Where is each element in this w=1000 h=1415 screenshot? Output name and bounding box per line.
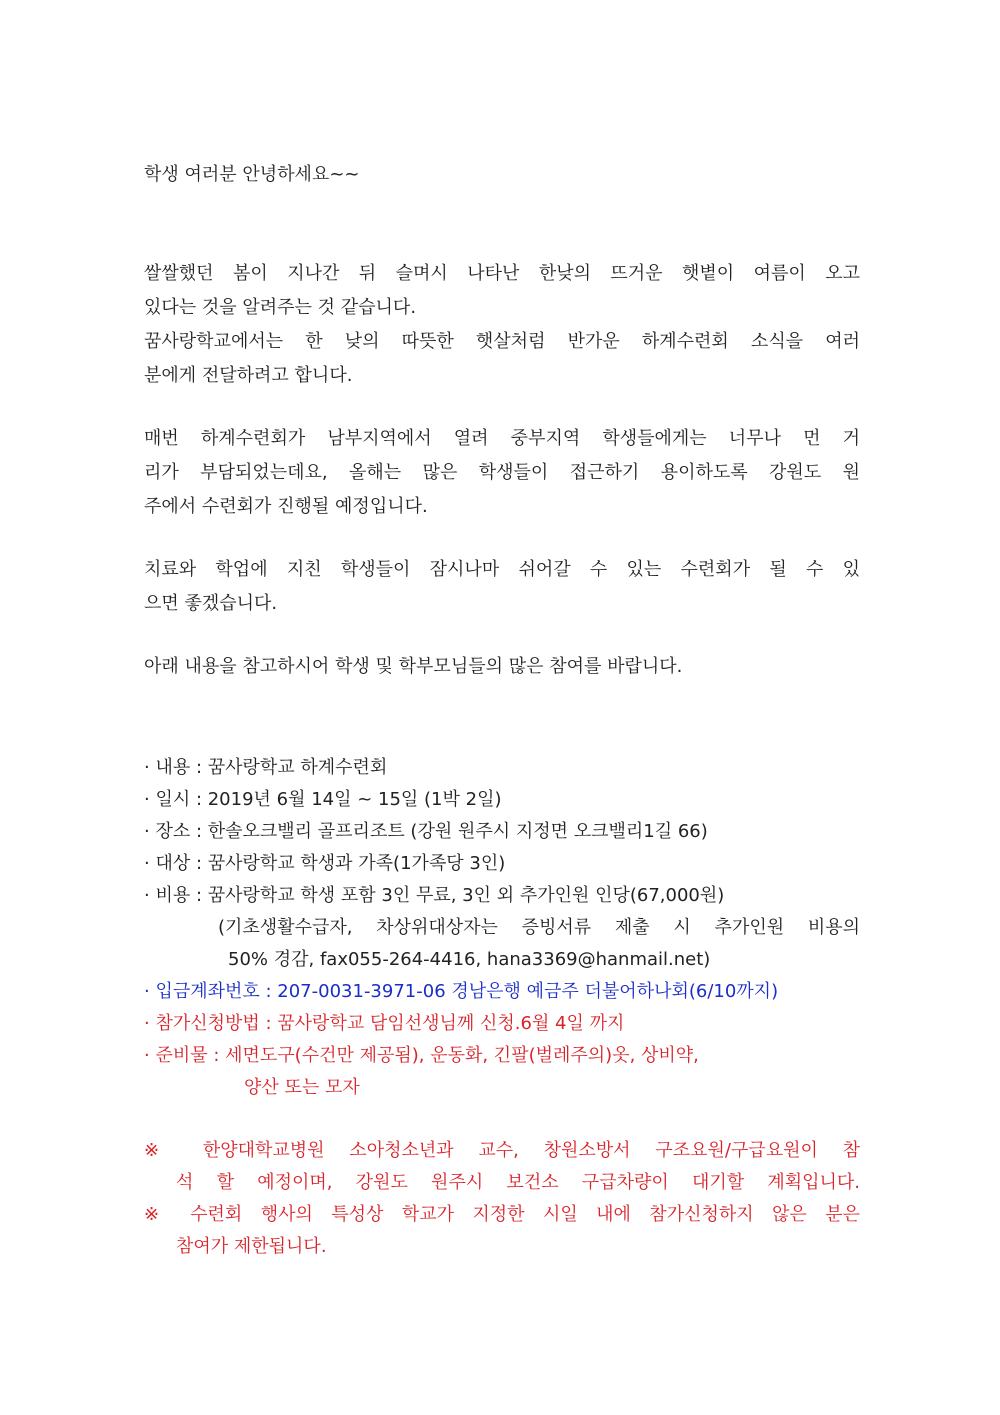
note-2-line-2: 참여가 제한됩니다. xyxy=(176,1236,327,1257)
paragraph-4-line-1: 아래 내용을 참고하시어 학생 및 학부모님들의 많은 참여를 바랍니다. xyxy=(144,656,683,677)
note-2-line-1: ※ 수련회 행사의 특성상 학교가 지정한 시일 내에 참가신청하지 않은 분은 xyxy=(144,1204,860,1225)
detail-content: · 내용 : 꿈사랑학교 하계수련회 xyxy=(144,757,388,778)
detail-apply: · 참가신청방법 : 꿈사랑학교 담임선생님께 신청.6월 4일 까지 xyxy=(144,1013,625,1034)
detail-prep-2: 양산 또는 모자 xyxy=(244,1077,360,1098)
paragraph-1-line-4: 분에게 전달하려고 합니다. xyxy=(144,365,353,386)
detail-cost-note-2: 50% 경감, fax055-264-4416, hana3369@hanmail.net) xyxy=(228,949,711,970)
detail-target: · 대상 : 꿈사랑학교 학생과 가족(1가족당 3인) xyxy=(144,853,506,874)
detail-account: · 입금계좌번호 : 207-0031-3971-06 경남은행 예금주 더불어하나회(6/10까지) xyxy=(144,981,779,1002)
paragraph-2-line-3: 주에서 수련회가 진행될 예정입니다. xyxy=(144,496,428,517)
paragraph-1-line-3: 꿈사랑학교에서는 한 낮의 따뜻한 햇살처럼 반가운 하계수련회 소식을 여러 xyxy=(144,331,860,352)
greeting: 학생 여러분 안녕하세요~~ xyxy=(144,164,360,185)
detail-cost-note-1: (기초생활수급자, 차상위대상자는 증빙서류 제출 시 추가인원 비용의 xyxy=(218,917,860,938)
paragraph-3-line-1: 치료와 학업에 지친 학생들이 잠시나마 쉬어갈 수 있는 수련회가 될 수 있 xyxy=(144,559,860,580)
note-1-line-2: 석 할 예정이며, 강원도 원주시 보건소 구급차량이 대기할 계획입니다. xyxy=(176,1172,860,1193)
detail-prep-1: · 준비물 : 세면도구(수건만 제공됨), 운동화, 긴팔(벌레주의)옷, 상비약, xyxy=(144,1045,699,1066)
detail-place: · 장소 : 한솔오크밸리 골프리조트 (강원 원주시 지정면 오크밸리1길 66) xyxy=(144,821,708,842)
paragraph-1-line-2: 있다는 것을 알려주는 것 같습니다. xyxy=(144,297,417,318)
note-1-line-1: ※ 한양대학교병원 소아청소년과 교수, 창원소방서 구조요원/구급요원이 참 xyxy=(144,1140,860,1161)
paragraph-1-line-1: 쌀쌀했던 봄이 지나간 뒤 슬며시 나타난 한낮의 뜨거운 햇볕이 여름이 오고 xyxy=(144,263,860,284)
paragraph-2-line-1: 매번 하계수련회가 남부지역에서 열려 중부지역 학생들에게는 너무나 먼 거 xyxy=(144,428,860,449)
paragraph-3-line-2: 으면 좋겠습니다. xyxy=(144,593,278,614)
paragraph-2-line-2: 리가 부담되었는데요, 올해는 많은 학생들이 접근하기 용이하도록 강원도 원 xyxy=(144,462,860,483)
detail-date: · 일시 : 2019년 6월 14일 ~ 15일 (1박 2일) xyxy=(144,789,502,810)
detail-cost: · 비용 : 꿈사랑학교 학생 포함 3인 무료, 3인 외 추가인원 인당(67,000원) xyxy=(144,885,725,906)
